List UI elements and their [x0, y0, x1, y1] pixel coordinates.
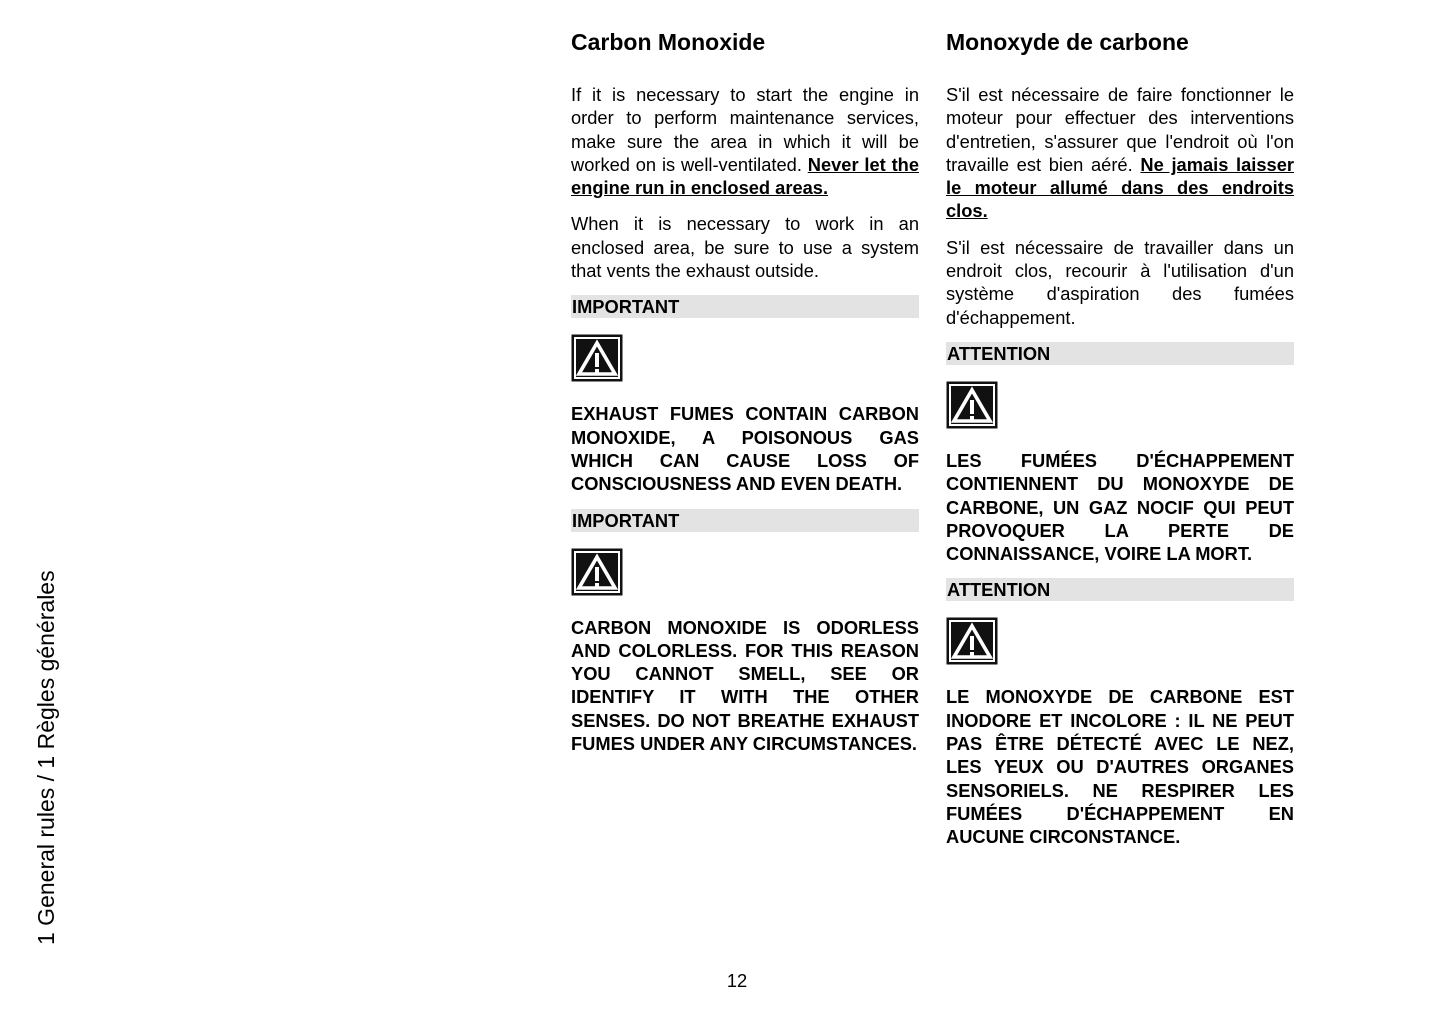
french-column	[946, 25, 1294, 862]
section-title-en: Carbon Monoxide	[571, 29, 766, 55]
chapter-side-tab: 1 General rules / 1 Règles générales	[33, 570, 59, 945]
paragraph-exhaust-system-fr: S'il est nécessaire de travailler dans un endroit clos, recourir à l'utilisation d'un système d'aspiration des fumées d'échappement.	[946, 236, 1294, 328]
notice-banner-1-fr: ATTENTION	[946, 342, 1294, 365]
paragraph-text: S'il est nécessaire de faire fonctionner le moteur pour effectuer des interventions d'entretien, s'assurer que l'endroit où l'on travaille est bien aéré.	[946, 84, 1294, 175]
notice-banner-1-en: IMPORTANT	[571, 295, 919, 318]
notice-banner-2-fr: ATTENTION	[946, 578, 1294, 601]
warning-triangle-icon	[946, 381, 998, 429]
notice-text-2-en: CARBON MONOXIDE IS ODORLESS AND COLORLESS. FOR THIS REASON YOU CANNOT SMELL, SEE OR IDENTIFY IT WITH THE OTHER SENSES. DO NOT BREATHE EXHAUST FUMES UNDER ANY CIRCUMSTANCES.	[571, 616, 919, 755]
warning-triangle-icon	[571, 334, 623, 382]
notice-text-1-fr: LES FUMÉES D'ÉCHAPPEMENT CONTIENNENT DU MONOXYDE DE CARBONE, UN GAZ NOCIF QUI PEUT PROVOQUER LA PERTE DE CONNAISSANCE, VOIRE LA MORT.	[946, 449, 1294, 565]
notice-text-1-en: EXHAUST FUMES CONTAIN CARBON MONOXIDE, A POISONOUS GAS WHICH CAN CAUSE LOSS OF CONSCIOUSNESS AND EVEN DEATH.	[571, 403, 919, 495]
paragraph-ventilation-fr	[946, 83, 1294, 223]
warning-triangle-icon	[946, 617, 998, 665]
paragraph-ventilation-en	[571, 83, 919, 199]
enclosed-area-warning: Never let the engine run in enclosed areas.	[571, 153, 919, 199]
english-column	[571, 25, 919, 768]
notice-text-2-fr: LE MONOXYDE DE CARBONE EST INODORE ET INCOLORE : IL NE PEUT PAS ÊTRE DÉTECTÉ AVEC LE NEZ, LES YEUX OU D'AUTRES ORGANES SENSORIELS. NE RESPIRER LES FUMÉES D'ÉCHAPPEMENT EN AUCUNE CIRCONSTANCE.	[946, 686, 1294, 848]
enclosed-area-warning: Ne jamais laisser le moteur allumé dans des endroits clos.	[946, 153, 1294, 222]
paragraph-text: If it is necessary to start the engine in order to perform maintenance services, make sure the area in which it will be worked on is well-ventilated.	[571, 84, 919, 175]
page-number: 12	[726, 970, 748, 991]
notice-banner-2-en: IMPORTANT	[571, 509, 919, 532]
section-title-fr: Monoxyde de carbone	[946, 29, 1189, 55]
paragraph-exhaust-system-en: When it is necessary to work in an enclosed area, be sure to use a system that vents the exhaust outside.	[571, 213, 919, 282]
warning-triangle-icon	[571, 548, 623, 596]
